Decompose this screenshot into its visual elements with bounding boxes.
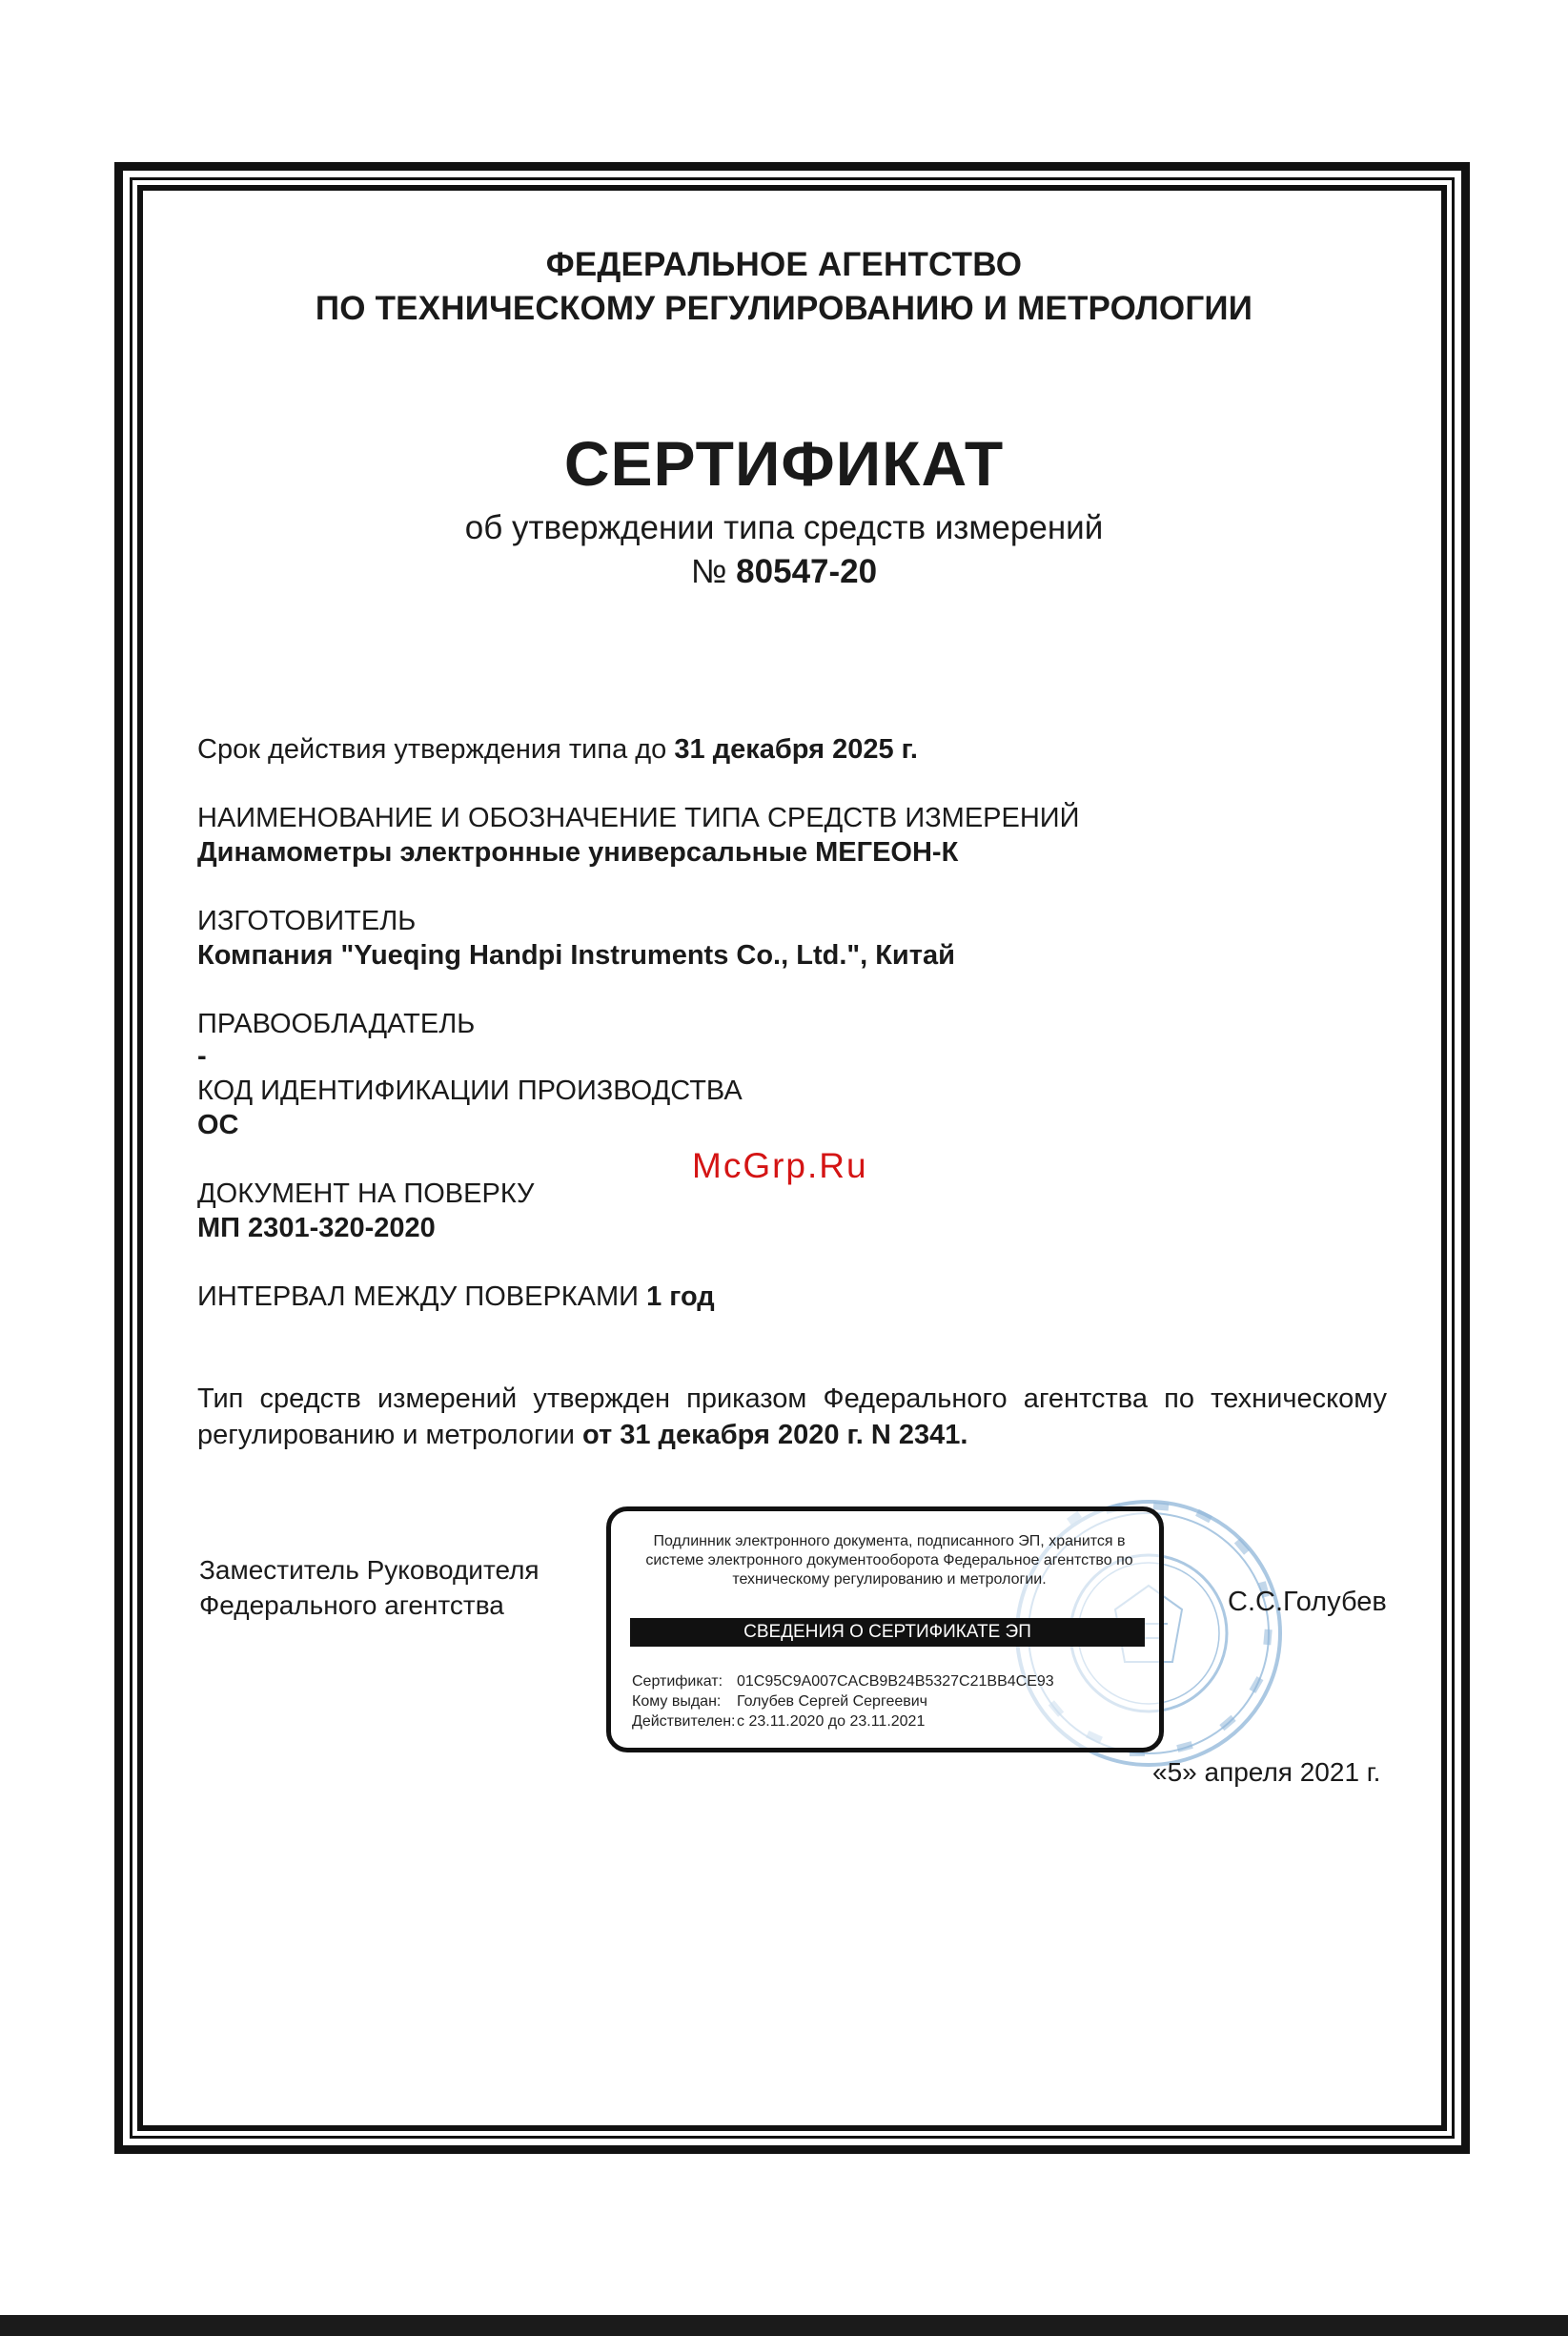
- watermark-text: McGrp.Ru: [692, 1146, 868, 1185]
- order-text: Тип средств измерений утвержден приказом Федерального агентства по техническому регулированию и метрологии: [197, 1383, 1387, 1450]
- ep-issued-row: [632, 1691, 1054, 1711]
- interval-value: 1 год: [646, 1281, 715, 1312]
- ep-details: [632, 1671, 1054, 1732]
- ep-valid-value: с 23.11.2020 до 23.11.2021: [737, 1713, 926, 1730]
- ep-signature-box: [606, 1506, 1164, 1752]
- ep-cert-label: Сертификат:: [632, 1673, 723, 1690]
- signer-position-line-2: Федерального агентства: [199, 1590, 504, 1620]
- ep-issued-value: Голубев Сергей Сергеевич: [737, 1693, 928, 1710]
- manufacturer-value: Компания "Yueqing Handpi Instruments Co., Ltd.", Китай: [197, 940, 955, 971]
- validity-date: 31 декабря 2025 г.: [674, 734, 918, 765]
- validity-line: [197, 734, 918, 766]
- type-label: НАИМЕНОВАНИЕ И ОБОЗНАЧЕНИЕ ТИПА СРЕДСТВ ИЗМЕРЕНИЙ: [197, 803, 1080, 833]
- certificate-number-line: [0, 553, 1568, 591]
- agency-line-2: ПО ТЕХНИЧЕСКОМУ РЕГУЛИРОВАНИЮ И МЕТРОЛОГИИ: [315, 290, 1253, 327]
- manufacturer-label: ИЗГОТОВИТЕЛЬ: [197, 906, 417, 936]
- code-label: КОД ИДЕНТИФИКАЦИИ ПРОИЗВОДСТВА: [197, 1076, 743, 1106]
- ep-bar-title: СВЕДЕНИЯ О СЕРТИФИКАТЕ ЭП: [630, 1618, 1145, 1647]
- signer-name: С.С.Голубев: [1228, 1587, 1387, 1617]
- code-value: ОС: [197, 1110, 239, 1140]
- signer-position-line-1: Заместитель Руководителя: [199, 1555, 540, 1585]
- ep-note: Подлинник электронного документа, подписанного ЭП, хранится в системе электронного документооборота Федеральное агентство по техническому регулированию и метрологии.: [645, 1533, 1133, 1588]
- order-paragraph: [197, 1381, 1387, 1453]
- certificate-subtitle: об утверждении типа средств измерений: [464, 509, 1104, 546]
- ep-cert-row: [632, 1671, 1054, 1691]
- agency-line-1: ФЕДЕРАЛЬНОЕ АГЕНТСТВО: [545, 246, 1023, 283]
- type-value: Динамометры электронные универсальные МЕГЕОН-К: [197, 837, 959, 868]
- interval-line: [197, 1281, 715, 1313]
- verification-doc-value: МП 2301-320-2020: [197, 1213, 436, 1243]
- ep-cert-value: 01C95C9A007CACB9B24B5327C21BB4CE93: [737, 1673, 1054, 1690]
- scan-bottom-edge: [0, 2315, 1568, 2336]
- signature-date: «5» апреля 2021 г.: [1152, 1757, 1381, 1787]
- holder-label: ПРАВООБЛАДАТЕЛЬ: [197, 1009, 476, 1039]
- holder-value: -: [197, 1041, 207, 1072]
- ep-valid-label: Действителен:: [632, 1713, 736, 1730]
- ep-valid-row: [632, 1711, 1054, 1732]
- order-ref: от 31 декабря 2020 г. N 2341.: [581, 1420, 968, 1450]
- certificate-number: 80547-20: [736, 553, 878, 590]
- ep-issued-label: Кому выдан:: [632, 1693, 722, 1710]
- certificate-title: СЕРТИФИКАТ: [563, 428, 1005, 499]
- interval-label: ИНТЕРВАЛ МЕЖДУ ПОВЕРКАМИ: [197, 1281, 640, 1312]
- validity-label: Срок действия утверждения типа до: [197, 734, 667, 765]
- signer-position: [199, 1552, 540, 1623]
- number-prefix: №: [690, 553, 727, 590]
- verification-doc-label: ДОКУМЕНТ НА ПОВЕРКУ: [197, 1178, 535, 1209]
